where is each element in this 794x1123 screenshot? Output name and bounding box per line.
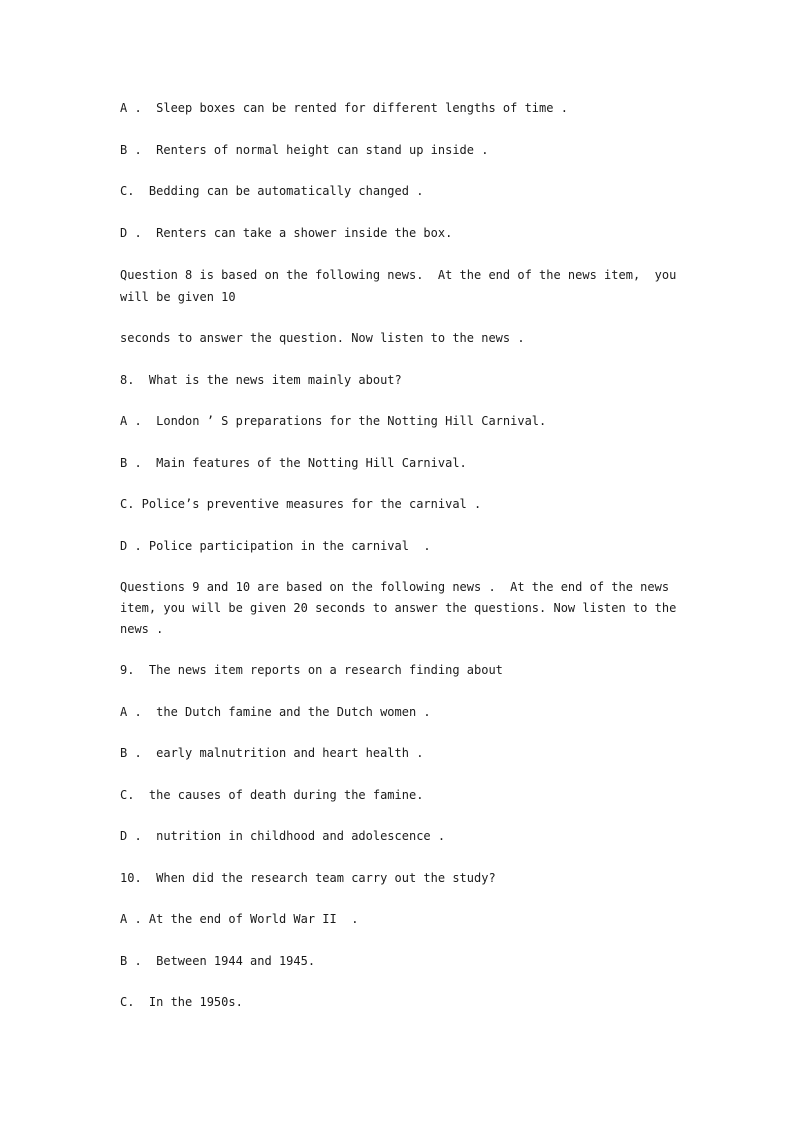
option-c-bedding: C. Bedding can be automatically changed . xyxy=(120,184,424,198)
option-a-sleep-boxes: A . Sleep boxes can be rented for different lengths of time . xyxy=(120,101,568,115)
q10-option-c: C. In the 1950s. xyxy=(120,995,243,1009)
q8-option-a: A . London ’ S preparations for the Notting Hill Carnival. xyxy=(120,414,547,428)
q9-option-d: D . nutrition in childhood and adolescence . xyxy=(120,829,446,843)
instruction-questions-9-10: Questions 9 and 10 are based on the following news . At the end of the news item, you will be given 20 seconds to answer the questions. Now listen to the news . xyxy=(120,580,684,636)
document-page xyxy=(120,98,684,1013)
question-9: 9. The news item reports on a research finding about xyxy=(120,663,503,677)
option-b-renters-height: B . Renters of normal height can stand up inside . xyxy=(120,142,489,157)
instruction-question-8: Question 8 is based on the following news. At the end of the news item, you will be given 10 xyxy=(120,268,684,304)
q9-option-c: C. the causes of death during the famine. xyxy=(120,787,424,802)
question-10: 10. When did the research team carry out the study? xyxy=(120,870,496,885)
q8-option-b: B . Main features of the Notting Hill Carnival. xyxy=(120,455,467,470)
q10-option-b: B . Between 1944 and 1945. xyxy=(120,953,316,968)
q10-option-a: A . At the end of World War II . xyxy=(120,912,359,926)
question-8: 8. What is the news item mainly about? xyxy=(120,372,402,387)
option-d-shower: D . Renters can take a shower inside the box. xyxy=(120,225,453,240)
q8-option-d: D . Police participation in the carnival . xyxy=(120,538,431,553)
q8-option-c: C. Police’s preventive measures for the carnival . xyxy=(120,497,482,511)
instruction-question-8-continued: seconds to answer the question. Now listen to the news . xyxy=(120,331,525,345)
q9-option-b: B . early malnutrition and heart health . xyxy=(120,746,424,760)
q9-option-a: A . the Dutch famine and the Dutch women . xyxy=(120,704,431,719)
